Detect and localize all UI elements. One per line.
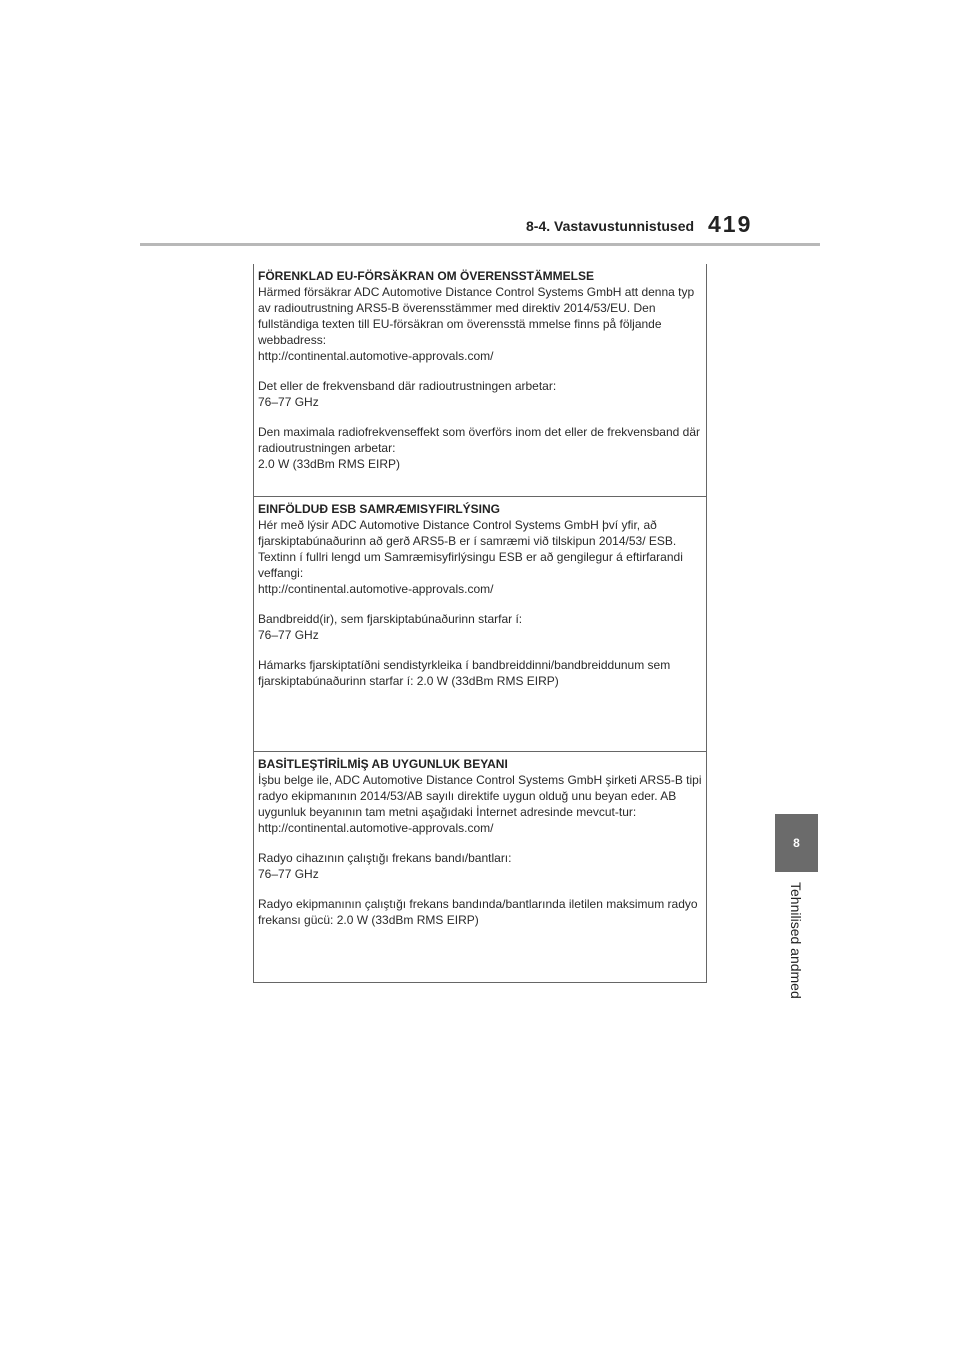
- chapter-label-text: Tehnilised andmed: [788, 882, 804, 999]
- header-divider: [140, 243, 820, 246]
- frequency-band: Radyo cihazının çalıştığı frekans bandı/bantları: 76–77 GHz: [258, 851, 512, 881]
- declaration-statement: Hér með lýsir ADC Automotive Distance Control Systems GmbH því yfir, að fjarskiptabúnaðurinn að gerð ARS5-B er í samræmi við tilskipun 2014/53/ ESB. Textinn í fullri lengd um Samræmisyfirlýsingu ESB er að gengilegur á eftirfarandi veffangi: http://continental.automotive-approvals.com/: [258, 518, 683, 596]
- frequency-band: Bandbreidd(ir), sem fjarskiptabúnaðurinn starfar í: 76–77 GHz: [258, 612, 523, 642]
- declaration-icelandic: [254, 496, 706, 751]
- declaration-url: http://continental.automotive-approvals.com/: [258, 821, 494, 835]
- declaration-url: http://continental.automotive-approvals.com/: [258, 582, 494, 596]
- chapter-tab[interactable]: [775, 814, 818, 872]
- declaration-turkish: [254, 751, 706, 983]
- frequency-value: 76–77 GHz: [258, 395, 319, 409]
- max-power: Den maximala radiofrekvenseffekt som överförs inom det eller de frekvensband där radioutrustningen arbetar: 2.0 W (33dBm RMS EIRP): [258, 425, 700, 471]
- max-power: Radyo ekipmanının çalıştığı frekans bandında/bantlarında iletilen maksimum radyo frekansı gücü: 2.0 W (33dBm RMS EIRP): [258, 897, 698, 927]
- declaration-statement: İşbu belge ile, ADC Automotive Distance Control Systems GmbH şirketi ARS5-B tipi radyo ekipmanının 2014/53/AB sayılı direktife uygun olduğ unu beyan eder. AB uygunluk beyanının tam metni aşağıdaki İnternet adresinde mevcut-tur: http://continental.automotive-approvals.com/: [258, 773, 702, 835]
- page-number: 419: [708, 211, 753, 237]
- declaration-swedish: [254, 264, 706, 494]
- frequency-value: 76–77 GHz: [258, 628, 319, 642]
- chapter-number: 8: [793, 836, 800, 850]
- frequency-value: 76–77 GHz: [258, 867, 319, 881]
- frequency-band: Det eller de frekvensband där radioutrustningen arbetar: 76–77 GHz: [258, 379, 557, 409]
- conformity-declaration-box: [253, 264, 707, 983]
- declaration-title: BASİTLEŞTİRİLMİŞ AB UYGUNLUK BEYANI: [258, 757, 508, 771]
- declaration-title: FÖRENKLAD EU-FÖRSÄKRAN OM ÖVERENSSTÄMMELSE: [258, 269, 595, 283]
- section-title: 8-4. Vastavustunnistused: [526, 218, 695, 234]
- declaration-url: http://continental.automotive-approvals.com/: [258, 349, 494, 363]
- declaration-statement: Härmed försäkrar ADC Automotive Distance Control Systems GmbH att denna typ av radioutrustning ARS5-B överensstämmer med direktiv 2014/53/EU. Den fullständiga texten till EU-försäkran om överensstä mmelse finns på följande webbadress: http://continental.automotive-approvals.com/: [258, 285, 695, 363]
- power-value: 2.0 W (33dBm RMS EIRP): [258, 457, 401, 471]
- max-power: Hámarks fjarskiptatíðni sendistyrkleika í bandbreiddinni/bandbreiddunum sem fjarskiptabúnaðurinn starfar í: 2.0 W (33dBm RMS EIRP): [258, 658, 671, 688]
- declaration-title: EINFÖLDUÐ ESB SAMRÆMISYFIRLÝSING: [258, 502, 501, 516]
